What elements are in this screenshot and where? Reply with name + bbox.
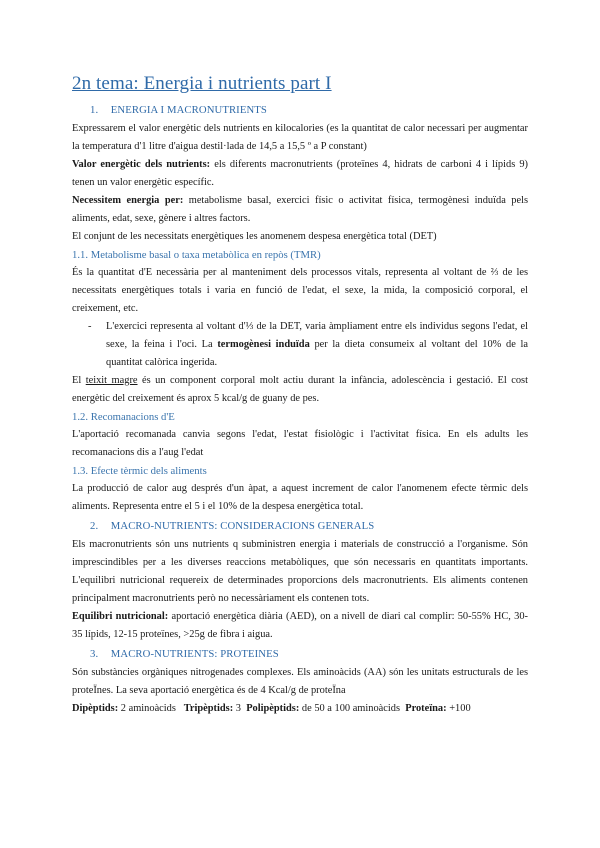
document-page [72,72,528,718]
paragraph: Expressarem el valor energètic dels nutrients en kilocalories (es la quantitat de calor necessari per augmentar la temperatura d'1 litre d'aigua destil·lada de 14,5 a 15,5 º a P constant) [72,123,528,152]
paragraph: Valor energètic dels nutrients: els diferents macronutrients (proteïnes 4, hidrats de carboni 4 i lípids 9) tenen un valor energètic específic. [72,159,528,188]
section-heading-1: 1. ENERGIA I MACRONUTRIENTS [90,104,267,116]
paragraph: Equilibri nutricional: aportació energètica diària (AED), on a nivell de diari cal complir: 50-55% HC, 30-35 lípids, 12-15 proteïnes, >25g de fibra i aigua. [72,611,529,640]
paragraph: Són substàncies orgàniques nitrogenades complexes. Els aminoàcids (AA) són les unitats estructurals de les proteÏnes. La seva aportació energètica és de 4 Kcal/g de proteÏna [72,667,528,696]
paragraph: La producció de calor aug després d'un àpat, a aquest increment de calor l'anomenem efecte tèrmic dels aliments. Representa entre el 5 i el 10% de la despesa energètica total. [72,483,528,512]
paragraph: Necessitem energia per: metabolisme basal, exercici físic o activitat física, termogènesi induïda pels aliments, edat, sexe, gènere i altres factors. [72,195,529,224]
list-item: - L'exercici representa al voltant d'⅓ de la DET, varia àmpliament entre els individus segons l'edat, el sexe, la feina i l'oci. La termogènesi induïda per la dieta consumeix al voltant del 10% de la quantitat calòrica ingerida. [88,318,528,372]
page-title: 2n tema: Energia i nutrients part I [72,73,332,94]
subsection-heading-1-3: 1.3. Efecte tèrmic dels aliments [72,465,207,477]
section-heading-3: 3. MACRO-NUTRIENTS: PROTEINES [90,648,279,660]
paragraph: L'aportació recomanada canvia segons l'edat, l'estat fisiològic i l'activitat física. En els adults les recomanacions dis a l'aug l'edat [72,429,528,458]
subsection-heading-1-2: 1.2. Recomanacions d'E [72,411,175,423]
paragraph: És la quantitat d'E necessària per al manteniment dels processos vitals, representa al voltant de ⅔ de les necessitats energètiques totals i varia en funció de l'edat, el sexe, la mida, la composició corporal, el creixement, etc. [72,267,528,314]
paragraph: Dipèptids: 2 aminoàcids Tripèptids: 3 Polipèptids: de 50 a 100 aminoàcids Proteïna: +100 [72,703,471,714]
paragraph: El conjunt de les necessitats energètiques les anomenem despesa energètica total (DET) [72,231,437,242]
subsection-heading-1-1: 1.1. Metabolisme basal o taxa metabòlica en repòs (TMR) [72,249,321,261]
section-heading-2: 2. MACRO-NUTRIENTS: CONSIDERACIONS GENERALS [90,520,375,532]
paragraph: El teixit magre és un component corporal molt actiu durant la infància, adolescència i gestació. El cost energètic del creixement és aprox 5 kcal/g de guany de pes. [72,375,528,404]
bullet-dash: - [88,321,92,332]
paragraph: Els macronutrients són uns nutrients q subministren energia i materials de construcció a l'organisme. Són imprescindibles per a les diverses reaccions metabòliques, que són necessaris en quantitats importants. L'equilibri nutricional requereix de determinades proporcions dels macronutrients. Els aliments contenen principalment macronutrients però no necessàriament els contenen tots. [72,539,528,604]
